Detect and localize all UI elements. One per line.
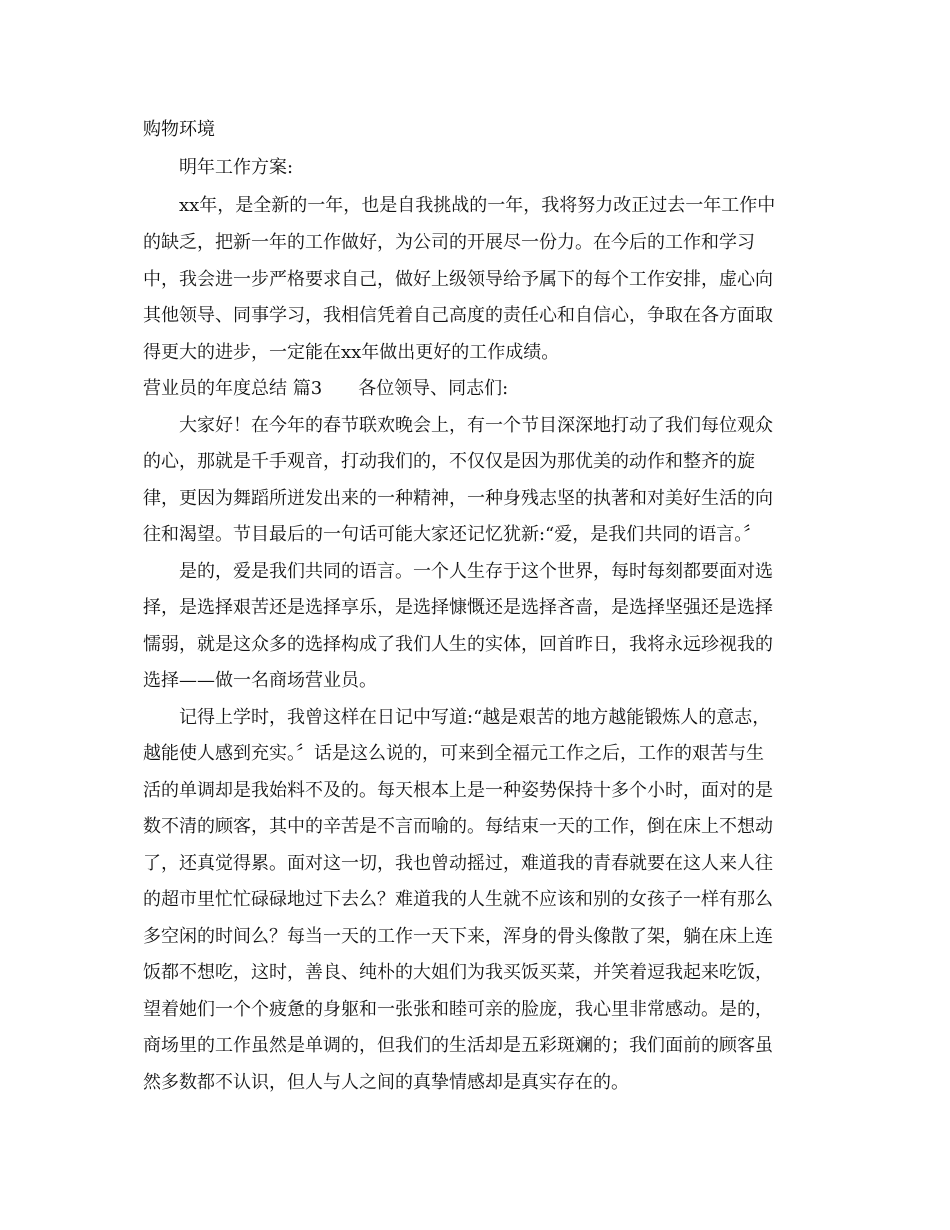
text-line: 大家好！在今年的春节联欢晚会上，有一个节目深深地打动了我们每位观众 <box>179 415 773 436</box>
text-line: 是的，爱是我们共同的语言。一个人生存于这个世界，每时每刻都要面对选 <box>179 561 773 582</box>
text-line: 多空闲的时间么？每当一天的工作一天下来，浑身的骨头像散了架，躺在床上连 <box>143 926 773 947</box>
text-line: 懦弱，就是这众多的选择构成了我们人生的实体，回首昨日，我将永远珍视我的 <box>143 634 773 655</box>
heading-shopping-environment: 购物环境 <box>143 119 215 140</box>
text-line: 然多数都不认识，但人与人之间的真挚情感却是真实存在的。 <box>143 1072 629 1093</box>
text-line: 活的单调却是我始料不及的。每天根本上是一种姿势保持十多个小时，面对的是 <box>143 780 773 801</box>
text-line: 选择——做一名商场营业员。 <box>143 670 377 691</box>
text-line: 数不清的顾客，其中的辛苦是不言而喻的。每结束一天的工作，倒在床上不想动 <box>143 816 773 837</box>
section-title: 营业员的年度总结 篇3 <box>143 378 323 399</box>
section-title-line <box>143 378 508 400</box>
text-line: xx年，是全新的一年，也是自我挑战的一年，我将努力改正过去一年工作中 <box>179 195 776 216</box>
heading-next-year-plan: 明年工作方案: <box>179 157 294 178</box>
text-line: 了，还真觉得累。面对这一切，我也曾动摇过，难道我的青春就要在这人来人往 <box>143 853 773 874</box>
text-line: 其他领导、同事学习，我相信凭着自己高度的责任心和自信心，争取在各方面取 <box>143 305 773 326</box>
text-line: 的心，那就是千手观音，打动我们的，不仅仅是因为那优美的动作和整齐的旋 <box>143 451 755 472</box>
text-line: 的超市里忙忙碌碌地过下去么？难道我的人生就不应该和别的女孩子一样有那么 <box>143 889 773 910</box>
text-line: 饭都不想吃，这时，善良、纯朴的大姐们为我买饭买菜，并笑着逗我起来吃饭， <box>143 962 773 983</box>
text-line: 择，是选择艰苦还是选择享乐，是选择慷慨还是选择吝啬，是选择坚强还是选择 <box>143 597 773 618</box>
text-line: 得更大的进步，一定能在xx年做出更好的工作成绩。 <box>143 342 560 363</box>
text-line: 越能使人感到充实。〞话是这么说的，可来到全福元工作之后，工作的艰苦与生 <box>143 743 764 764</box>
text-line: 望着她们一个个疲惫的身躯和一张张和睦可亲的脸庞，我心里非常感动。是的， <box>143 999 773 1020</box>
salutation: 各位领导、同志们: <box>358 378 509 399</box>
text-line: 中，我会进一步严格要求自己，做好上级领导给予属下的每个工作安排，虚心向 <box>143 269 773 290</box>
text-line: 往和渴望。节目最后的一句话可能大家还记忆犹新:“爱，是我们共同的语言。〞 <box>143 524 762 545</box>
text-line: 记得上学时，我曾这样在日记中写道:“越是艰苦的地方越能锻炼人的意志， <box>179 707 771 728</box>
text-line: 律，更因为舞蹈所迸发出来的一种精神，一种身残志坚的执著和对美好生活的向 <box>143 488 773 509</box>
text-line: 商场里的工作虽然是单调的，但我们的生活却是五彩斑斓的；我们面前的顾客虽 <box>143 1035 773 1056</box>
text-line: 的缺乏，把新一年的工作做好，为公司的开展尽一份力。在今后的工作和学习 <box>143 232 755 253</box>
